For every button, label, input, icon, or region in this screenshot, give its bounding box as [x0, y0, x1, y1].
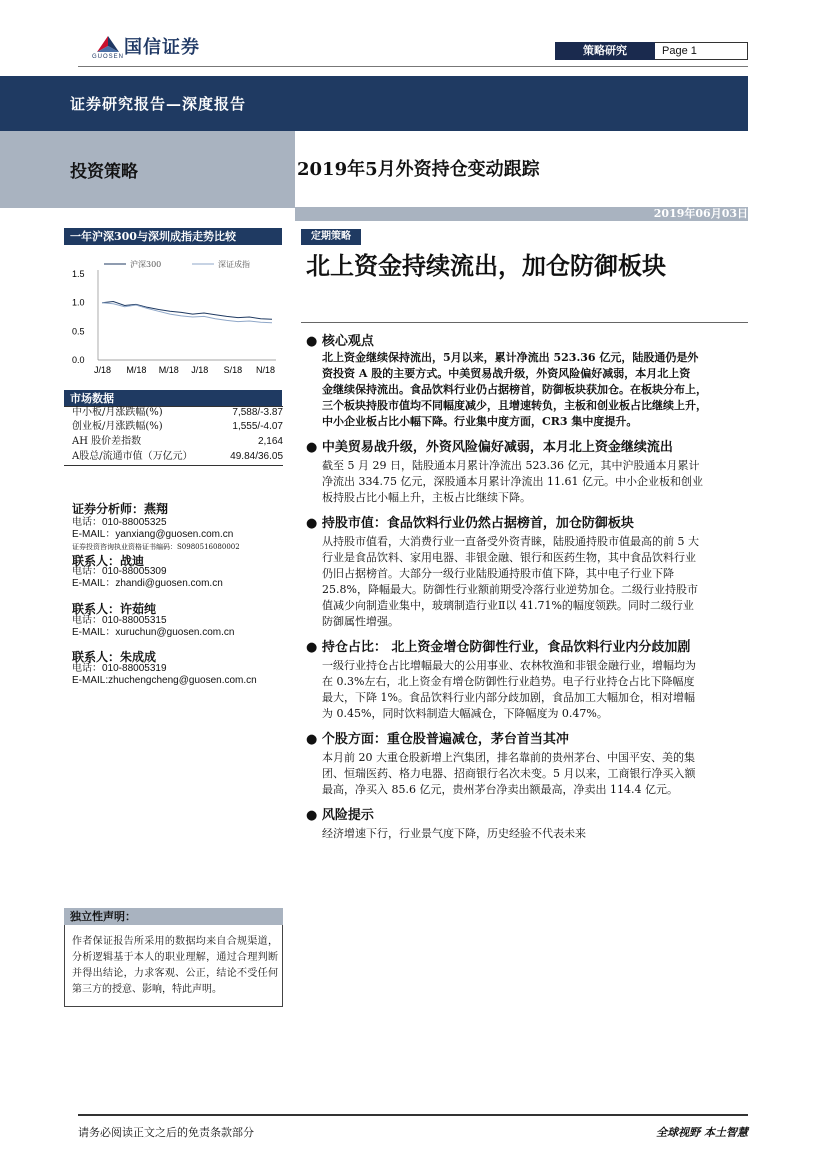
section-heading-text: 持仓占比： 北上资金增仓防御性行业，食品饮料行业内分歧加剧	[321, 640, 691, 655]
contact-phone: 电话：010-88005319	[72, 663, 167, 674]
report-date: 2019年06月03日	[653, 207, 748, 220]
section-line: 北上资金继续保持流出，5月以来，累计净流出 523.36 亿元，陆股通仍是外	[322, 351, 699, 364]
footer-divider	[78, 1114, 748, 1116]
section-line: 本月前 20 大重仓股新增上汽集团，排名靠前的贵州茅台、中国平安、美的集	[322, 751, 695, 764]
analyst-phone: 电话：010-88005325	[72, 517, 167, 528]
analyst-name: 证券分析师：燕翔	[72, 502, 169, 516]
contact-phone: 电话：010-88005309	[72, 566, 167, 577]
legend-label: 沪深300	[130, 260, 162, 269]
market-data-title: 市场数据	[64, 390, 282, 407]
bullet-icon: ●	[306, 640, 322, 655]
market-row-value: 7,588/-3.87	[232, 407, 283, 418]
x-tick-label: M/18	[158, 365, 179, 375]
section-line: 25.8%，降幅最大。防御性行业额前期受冷落行业逆势加仓。二级行业持股市	[322, 583, 698, 596]
market-row-label: AH 股价差指数	[72, 436, 142, 447]
headline-divider	[301, 322, 748, 323]
contact-email[interactable]: E-MAIL:zhuchengcheng@guosen.com.cn	[72, 675, 257, 686]
market-row	[72, 450, 283, 464]
section-line: 净流出 334.75 亿元，深股通本月累计净流出 11.61 亿元。中小企业板和创业	[322, 475, 703, 488]
section-line: 行业是食品饮料、家用电器、非银金融、银行和医药生物，其中食品饮料行业	[322, 551, 696, 564]
bullet-icon: ●	[306, 516, 322, 531]
section-line: 中小企业板占比小幅下降。行业集中度方面，CR3 集中度提升。	[322, 415, 638, 428]
section-heading-text: 中美贸易战升级，外资风险偏好减弱，本月北上资金继续流出	[321, 440, 673, 455]
footer-disclaimer-note: 请务必阅读正文之后的免责条款部分	[78, 1126, 254, 1139]
headline: 北上资金持续流出，加仓防御板块	[306, 251, 666, 280]
section-line: 金继续保持流出。食品饮料行业仍占据榜首，防御板块获加仓。在板块分布上，	[322, 383, 707, 396]
independence-title: 独立性声明：	[64, 908, 283, 925]
page-number: Page 1	[662, 45, 697, 57]
band-divider	[0, 129, 748, 131]
section-line: 板持股占比小幅上升，主板占比继续下降。	[322, 491, 531, 504]
chart-title: 一年沪深300与深圳成指走势比较	[64, 228, 282, 245]
y-tick-label: 0.5	[72, 326, 85, 337]
section-heading	[306, 436, 673, 455]
market-row	[72, 435, 283, 449]
market-row-value: 49.84/36.05	[230, 451, 283, 462]
header-divider	[78, 66, 748, 67]
report-type-tag: 定期策略	[301, 229, 361, 245]
section-heading	[306, 728, 569, 747]
contact-name: 联系人：战迪	[72, 554, 145, 568]
x-tick-label: N/18	[256, 365, 276, 375]
analyst-certificate: 证券投资咨询执业资格证书编码：S0980516080002	[72, 543, 240, 551]
market-row-value: 1,555/-4.07	[232, 421, 283, 432]
section-line: 团、恒瑞医药、格力电器、招商银行名次未变。5 月以来，工商银行净买入额	[322, 767, 696, 780]
market-row-label: 中小板/月涨跌幅(%)	[72, 407, 163, 418]
market-table-bottom-rule	[64, 465, 283, 466]
guosen-logo-icon	[95, 34, 121, 56]
section-line: 在 0.3%左右，北上资金有增仓防御性行业趋势。电子行业持仓占比下降幅度	[322, 675, 695, 688]
independence-text: 作者保证报告所采用的数据均来自合规渠道，分析逻辑基于本人的职业理解，通过合理判断并得出结论，力求客观、公正，结论不受任何第三方的授意、影响，特此声明。	[72, 936, 278, 995]
bullet-icon: ●	[306, 732, 322, 747]
market-row-label: 创业板/月涨跌幅(%)	[72, 421, 163, 432]
company-logo-text: 国信证券	[124, 37, 200, 58]
section-heading	[306, 512, 634, 531]
x-tick-label: J/18	[191, 365, 209, 375]
section-heading-text: 持股市值：食品饮料行业仍然占据榜首，加仓防御板块	[321, 516, 634, 531]
page-title: 2019年5月外资持仓变动跟踪	[297, 159, 540, 180]
section-heading-text: 风险提示	[321, 808, 374, 823]
x-tick-label: S/18	[223, 365, 243, 375]
legend-label: 深证成指	[218, 260, 250, 269]
market-row	[72, 420, 283, 434]
contact-phone: 电话：010-88005315	[72, 615, 167, 626]
section-heading	[306, 804, 374, 823]
market-row-label: A股总/流通市值（万亿元）	[72, 451, 193, 462]
section-heading-text: 个股方面：重仓股普遍减仓，茅台首当其冲	[321, 732, 569, 747]
y-tick-label: 1.0	[72, 297, 85, 308]
bullet-icon: ●	[306, 334, 322, 349]
contact-email[interactable]: E-MAIL：zhandi@guosen.com.cn	[72, 578, 223, 589]
section-line: 仍旧占据榜首。大部分一级行业陆股通持股市值下降，其中电子行业下降	[322, 567, 674, 580]
footer-slogan: 全球视野 本土智慧	[656, 1126, 748, 1139]
section-heading-text: 核心观点	[321, 334, 374, 349]
section-line: 最大，下降 1%。食品饮料行业内部分歧加剧，食品加工大幅加仓，相对增幅	[322, 691, 695, 704]
section-line: 防御属性增强。	[322, 615, 399, 628]
section-heading	[306, 636, 690, 655]
y-tick-label: 1.5	[72, 269, 85, 279]
section-line: 截至 5 月 29 日，陆股通本月累计净流出 523.36 亿元，其中沪股通本月累计	[322, 459, 700, 472]
index-comparison-chart	[64, 250, 284, 382]
contact-name: 联系人：朱成成	[72, 650, 157, 664]
section-line: 为 0.45%，同时饮料制造大幅减仓，下降幅度为 0.47%。	[322, 707, 608, 720]
section-line: 从持股市值看，大消费行业一直备受外资青睐，陆股通持股市值最高的前 5 大	[322, 535, 699, 548]
section-line: 值减少向制造业集中，玻璃制造行业Ⅱ以 41.71%的幅度领跌。同时二级行业	[322, 599, 694, 612]
report-series-title: 证券研究报告—深度报告	[70, 95, 247, 113]
market-row	[72, 406, 283, 420]
section-line: 三个板块持股市值均不同幅度减少，且增速转负，主板和创业板占比继续上升，	[322, 399, 707, 412]
market-row-value: 2,164	[257, 436, 283, 447]
x-tick-label: J/18	[94, 365, 112, 375]
x-tick-label: M/18	[126, 365, 147, 375]
section-band	[0, 129, 295, 208]
section-line: 经济增速下行，行业景气度下降，历史经验不代表未来	[322, 827, 586, 840]
contact-email[interactable]: E-MAIL：xuruchun@guosen.com.cn	[72, 627, 235, 638]
y-tick-label: 0.0	[72, 355, 85, 365]
section-line: 最高，净买入 85.6 亿元，贵州茅台净卖出额最高，净卖出 114.4 亿元。	[322, 783, 678, 796]
section-line: 一级行业持仓占比增幅最大的公用事业、农林牧渔和非银金融行业，增幅均为	[322, 659, 696, 672]
section-heading	[306, 330, 374, 349]
analyst-email[interactable]: E-MAIL：yanxiang@guosen.com.cn	[72, 529, 234, 540]
contact-name: 联系人：许茹纯	[72, 602, 157, 616]
section-line: 资投资 A 股的主要方式。中美贸易战升级，外资风险偏好减弱，本月北上资	[322, 367, 691, 380]
bullet-icon: ●	[306, 808, 322, 823]
bullet-icon: ●	[306, 440, 322, 455]
company-logo-subtext: GUOSEN	[92, 54, 125, 60]
report-category-tag: 策略研究	[555, 42, 655, 60]
section-title: 投资策略	[70, 162, 138, 182]
